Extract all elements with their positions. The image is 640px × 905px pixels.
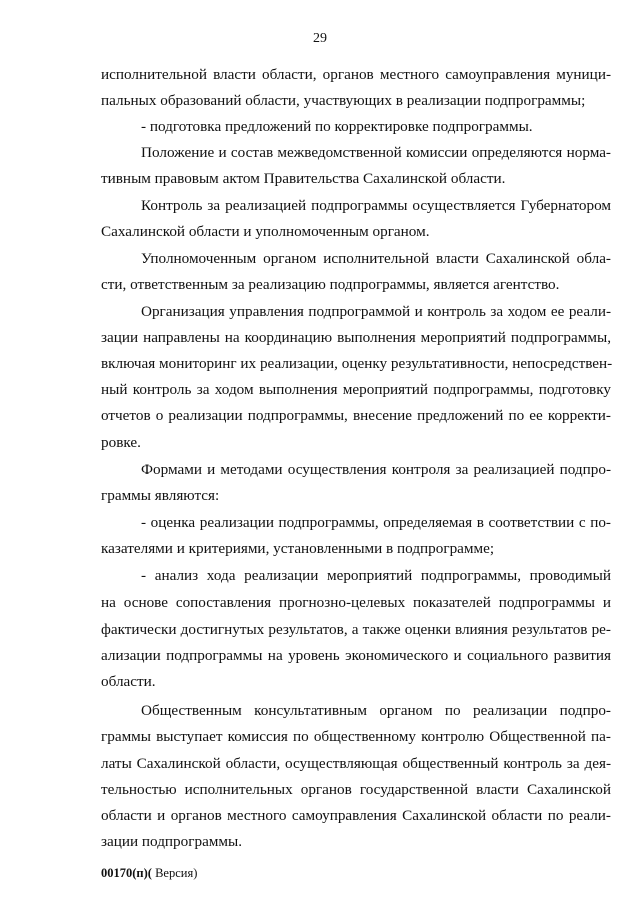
text-line: области. [101,673,156,690]
text-line: ровке. [101,434,141,451]
text-line: Организация управления подпрограммой и контроль за ходом ее реали- [141,303,611,320]
text-line: Положение и состав межведомственной комиссии определяются норма- [141,144,611,161]
text-line: латы Сахалинской области, осуществляющая общественный контроль за дея- [101,755,611,772]
text-line: фактически достигнутых результатов, а также оценки влияния результатов ре- [101,621,611,638]
text-line: - анализ хода реализации мероприятий подпрограммы, проводимый [141,567,611,584]
text-line: включая мониторинг их реализации, оценку результативности, непосредствен- [101,355,613,372]
text-line: области и органов местного самоуправления Сахалинской области по реали- [101,807,611,824]
text-line: сти, ответственным за реализацию подпрограммы, является агентство. [101,276,560,293]
text-line: граммы являются: [101,487,220,504]
text-line: зации направлены на координацию выполнения мероприятий подпрограммы, [101,329,611,346]
text-line: казателями и критериями, установленными в подпрограмме; [101,540,495,557]
document-code: 00170(п)( [101,866,152,880]
page-number: 29 [313,31,327,46]
text-line: Уполномоченным органом исполнительной власти Сахалинской обла- [141,250,611,267]
text-line: - оценка реализации подпрограммы, определяемая в соответствии с по- [141,514,611,531]
text-line: - подготовка предложений по корректировке подпрограммы. [141,118,533,135]
text-line: на основе сопоставления прогнозно-целевых показателей подпрограммы и [101,594,611,611]
text-line: ный контроль за ходом выполнения мероприятий подпрограммы, подготовку [101,381,611,398]
text-line: тивным правовым актом Правительства Сахалинской области. [101,170,506,187]
text-line: Общественным консультативным органом по реализации подпро- [141,702,611,719]
text-line: Контроль за реализацией подпрограммы осуществляется Губернатором [141,197,611,214]
text-line: тельностью исполнительных органов государственной власти Сахалинской [101,781,611,798]
text-line: зации подпрограммы. [101,833,243,850]
text-line: исполнительной власти области, органов местного самоуправления муници- [101,66,611,83]
text-line: Сахалинской области и уполномоченным органом. [101,223,430,240]
text-line: пальных образований области, участвующих в реализации подпрограммы; [101,92,586,109]
text-line: граммы выступает комиссия по общественному контролю Общественной па- [101,728,611,745]
text-line: ализации подпрограммы на уровень экономического и социального развития [101,647,611,664]
document-version: Версия) [151,866,198,880]
text-line: отчетов о реализации подпрограммы, внесение предложений по ее корректи- [101,407,611,424]
text-line: Формами и методами осуществления контроля за реализацией подпро- [141,461,611,478]
document-footer [101,866,197,881]
